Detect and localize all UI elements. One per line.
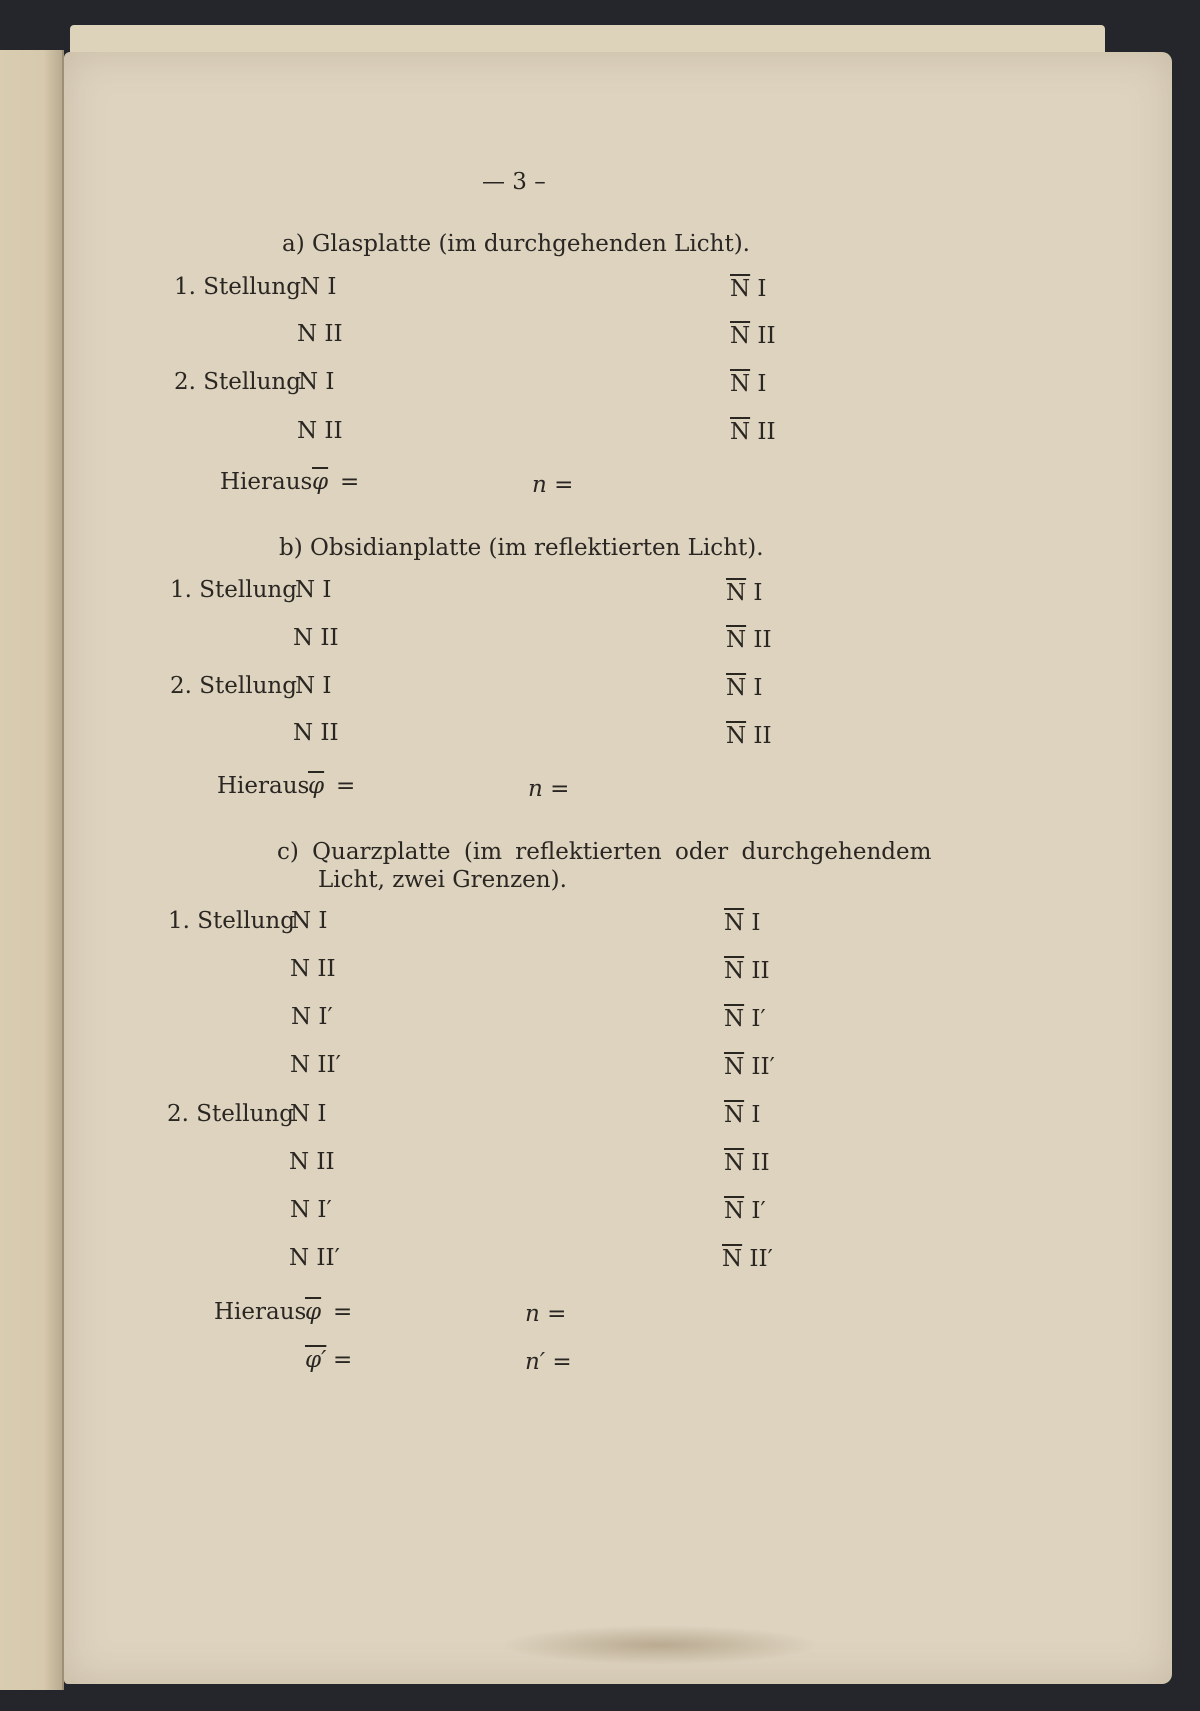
section-c-row1-label: 1. Stellung bbox=[168, 908, 295, 934]
section-c-n-prime: n′ = bbox=[525, 1349, 572, 1375]
section-a-left-3: N I bbox=[298, 369, 335, 395]
section-c-phi-prime: φ′ bbox=[305, 1347, 327, 1373]
section-c-right-7: $\overline{N}$ I′ bbox=[724, 1198, 766, 1224]
section-c-left-2: N II bbox=[290, 956, 336, 982]
section-c-phi: $\overline{\varphi}$ bbox=[305, 1299, 322, 1325]
section-a-right-4: $\overline{N}$ II bbox=[730, 419, 776, 445]
section-c-left-7: N I′ bbox=[290, 1197, 332, 1223]
section-a-hieraus: Hieraus bbox=[220, 469, 313, 495]
section-c-row5-label: 2. Stellung bbox=[167, 1101, 294, 1127]
page-stain bbox=[500, 1625, 820, 1665]
section-c-right-5: $\overline{N}$ I bbox=[724, 1102, 761, 1128]
section-a-left-4: N II bbox=[297, 418, 343, 444]
page-number: — 3 – bbox=[482, 169, 546, 195]
section-b-right-2: $\overline{N}$ II bbox=[726, 627, 772, 653]
section-b-n: n = bbox=[528, 776, 570, 802]
section-c-right-1: $\overline{N}$ I bbox=[724, 910, 761, 936]
section-b-phi-equals: = bbox=[336, 773, 356, 799]
section-c-right-8: $\overline{N}$ II′ bbox=[722, 1246, 773, 1272]
section-b-right-4: $\overline{N}$ II bbox=[726, 723, 772, 749]
section-a-left-1: N I bbox=[300, 274, 337, 300]
section-c-phi-equals: = bbox=[333, 1299, 353, 1325]
section-c-left-3: N I′ bbox=[291, 1004, 333, 1030]
section-c-hieraus: Hieraus bbox=[214, 1299, 307, 1325]
section-b-right-1: $\overline{N}$ I bbox=[726, 580, 763, 606]
section-a-heading: a) Glasplatte (im durchgehenden Licht). bbox=[282, 231, 750, 257]
section-c-phi-prime-equals: = bbox=[333, 1347, 353, 1373]
section-c-right-2: $\overline{N}$ II bbox=[724, 958, 770, 984]
section-a-phi: $\overline{\varphi}$ bbox=[312, 469, 329, 495]
section-b-left-3: N I bbox=[295, 673, 332, 699]
section-b-row3-label: 2. Stellung bbox=[170, 673, 297, 699]
section-c-left-5: N I bbox=[290, 1101, 327, 1127]
left-page-edge bbox=[0, 50, 64, 1690]
section-b-heading: b) Obsidianplatte (im reflektierten Licht). bbox=[279, 535, 764, 561]
section-c-right-3: $\overline{N}$ I′ bbox=[724, 1006, 766, 1032]
section-b-left-1: N I bbox=[295, 577, 332, 603]
section-b-row1-label: 1. Stellung bbox=[170, 577, 297, 603]
section-a-n: n = bbox=[532, 472, 574, 498]
section-a-row1-label: 1. Stellung bbox=[174, 274, 301, 300]
section-a-left-2: N II bbox=[297, 321, 343, 347]
section-b-phi: $\overline{\varphi}$ bbox=[308, 773, 325, 799]
section-b-right-3: $\overline{N}$ I bbox=[726, 675, 763, 701]
section-b-hieraus: Hieraus bbox=[217, 773, 310, 799]
section-c-left-4: N II′ bbox=[290, 1052, 341, 1078]
section-c-left-6: N II bbox=[289, 1149, 335, 1175]
section-c-heading-line1: c) Quarzplatte (im reflektierten oder durchgehendem bbox=[277, 839, 932, 865]
section-a-row3-label: 2. Stellung bbox=[174, 369, 301, 395]
section-b-left-2: N II bbox=[293, 625, 339, 651]
section-c-heading-line2: Licht, zwei Grenzen). bbox=[318, 867, 567, 893]
section-a-right-3: $\overline{N}$ I bbox=[730, 371, 767, 397]
section-b-left-4: N II bbox=[293, 720, 339, 746]
section-c-left-8: N II′ bbox=[289, 1245, 340, 1271]
section-c-left-1: N I bbox=[291, 908, 328, 934]
section-c-right-6: $\overline{N}$ II bbox=[724, 1150, 770, 1176]
section-a-right-2: $\overline{N}$ II bbox=[730, 323, 776, 349]
section-a-right-1: $\overline{N}$ I bbox=[730, 276, 767, 302]
section-a-phi-equals: = bbox=[340, 469, 360, 495]
section-c-right-4: $\overline{N}$ II′ bbox=[724, 1054, 775, 1080]
section-c-n: n = bbox=[525, 1301, 567, 1327]
